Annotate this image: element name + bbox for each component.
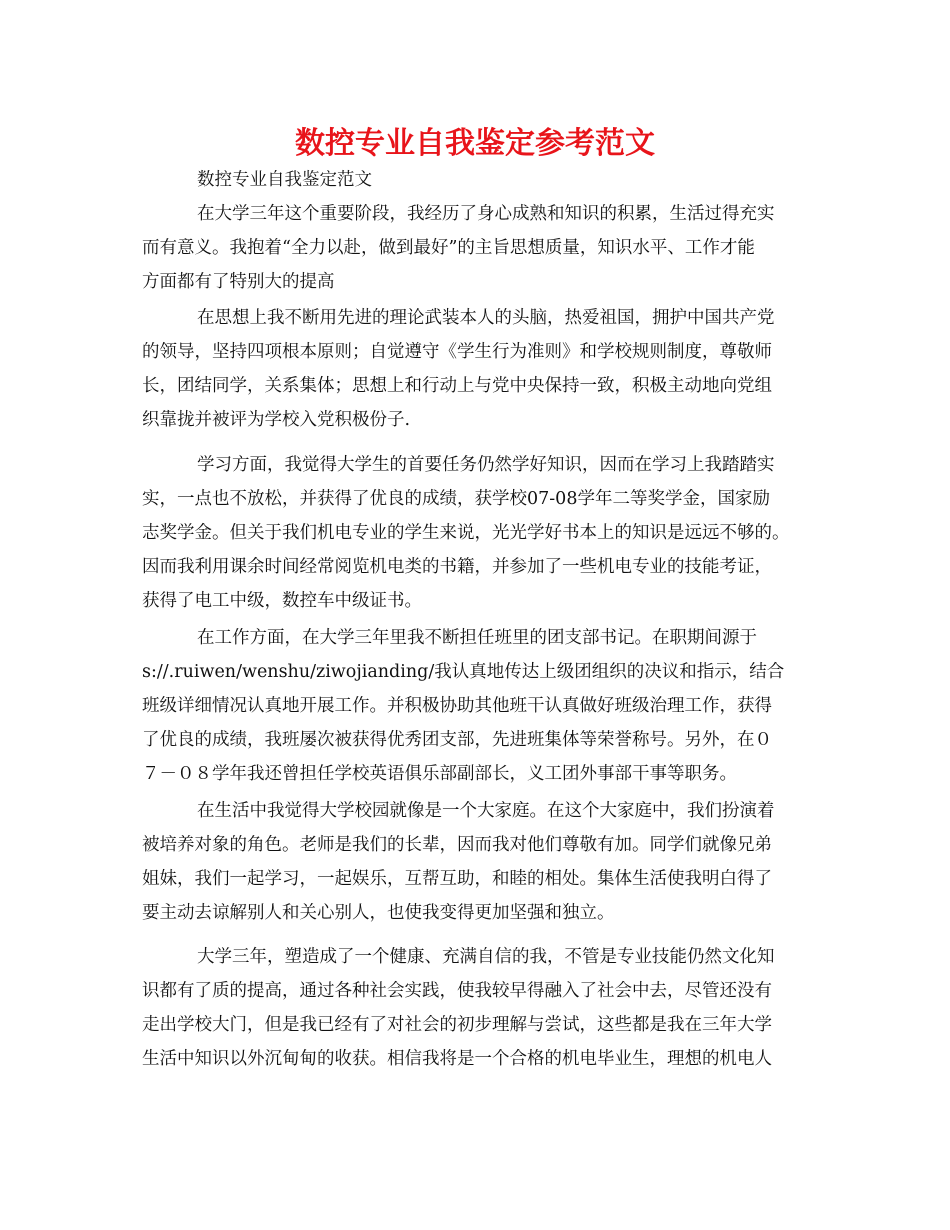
paragraph-line: 在思想上我不断用先进的理论武装本人的头脑，热爱祖国，拥护中国共产党 — [197, 308, 775, 328]
paragraph-line: 的领导，坚持四项根本原则；自觉遵守《学生行为准则》和学校规则制度，尊敬师 — [142, 342, 772, 362]
paragraph-line: 实，一点也不放松，并获得了优良的成绩，获学校07-08学年二等奖学金，国家励 — [142, 489, 770, 509]
paragraph-line: 被培养对象的角色。老师是我们的长辈，因而我对他们尊敬有加。同学们就像兄弟 — [142, 835, 772, 855]
paragraph-line: 学习方面，我觉得大学生的首要任务仍然学好知识，因而在学习上我踏踏实 — [197, 455, 775, 475]
paragraph-line: 志奖学金。但关于我们机电专业的学生来说，光光学好书本上的知识是远远不够的。 — [142, 523, 790, 543]
paragraph-line: 班级详细情况认真地开展工作。并积极协助其他班干认真做好班级治理工作，获得 — [142, 696, 772, 716]
paragraph-line: 织靠拢并被评为学校入党积极份子. — [142, 410, 411, 430]
paragraph-line: 生活中知识以外沉甸甸的收获。相信我将是一个合格的机电毕业生，理想的机电人 — [142, 1049, 772, 1069]
subtitle-line: 数控专业自我鉴定范文 — [197, 170, 372, 190]
paragraph-line: 要主动去谅解别人和关心别人，也使我变得更加坚强和独立。 — [142, 903, 615, 923]
paragraph-line: 而有意义。我抱着“全力以赴，做到最好”的主旨思想质量，知识水平、工作才能 — [142, 238, 755, 258]
paragraph-line: s://.ruiwen/wenshu/ziwojianding/我认真地传达上级团组织的决议和指示，结合 — [142, 662, 785, 682]
paragraph-line: 因而我利用课余时间经常阅览机电类的书籍，并参加了一些机电专业的技能考证， — [142, 557, 772, 577]
paragraph-line: 在生活中我觉得大学校园就像是一个大家庭。在这个大家庭中，我们扮演着 — [197, 801, 775, 821]
paragraph-line: 在工作方面，在大学三年里我不断担任班里的团支部书记。在职期间源于 — [197, 628, 757, 648]
paragraph-line: 走出学校大门，但是我已经有了对社会的初步理解与尝试，这些都是我在三年大学 — [142, 1015, 772, 1035]
document-title: 数控专业自我鉴定参考范文 — [295, 126, 655, 161]
paragraph-line: 长，团结同学，关系集体；思想上和行动上与党中央保持一致，积极主动地向党组 — [142, 376, 772, 396]
paragraph-line: 大学三年，塑造成了一个健康、充满自信的我，不管是专业技能仍然文化知 — [197, 947, 775, 967]
paragraph-line: 了优良的成绩，我班屡次被获得优秀团支部，先进班集体等荣誉称号。另外，在０ — [142, 730, 772, 750]
paragraph-line: ７－０８学年我还曾担任学校英语俱乐部副部长，义工团外事部干事等职务。 — [142, 764, 737, 784]
paragraph-line: 在大学三年这个重要阶段，我经历了身心成熟和知识的积累，生活过得充实 — [197, 204, 775, 224]
paragraph-line: 方面都有了特别大的提高 — [142, 272, 335, 292]
paragraph-line: 获得了电工中级，数控车中级证书。 — [142, 591, 422, 611]
paragraph-line: 姐妹，我们一起学习，一起娱乐，互帮互助，和睦的相处。集体生活使我明白得了 — [142, 869, 772, 889]
paragraph-line: 识都有了质的提高，通过各种社会实践，使我较早得融入了社会中去，尽管还没有 — [142, 981, 772, 1001]
